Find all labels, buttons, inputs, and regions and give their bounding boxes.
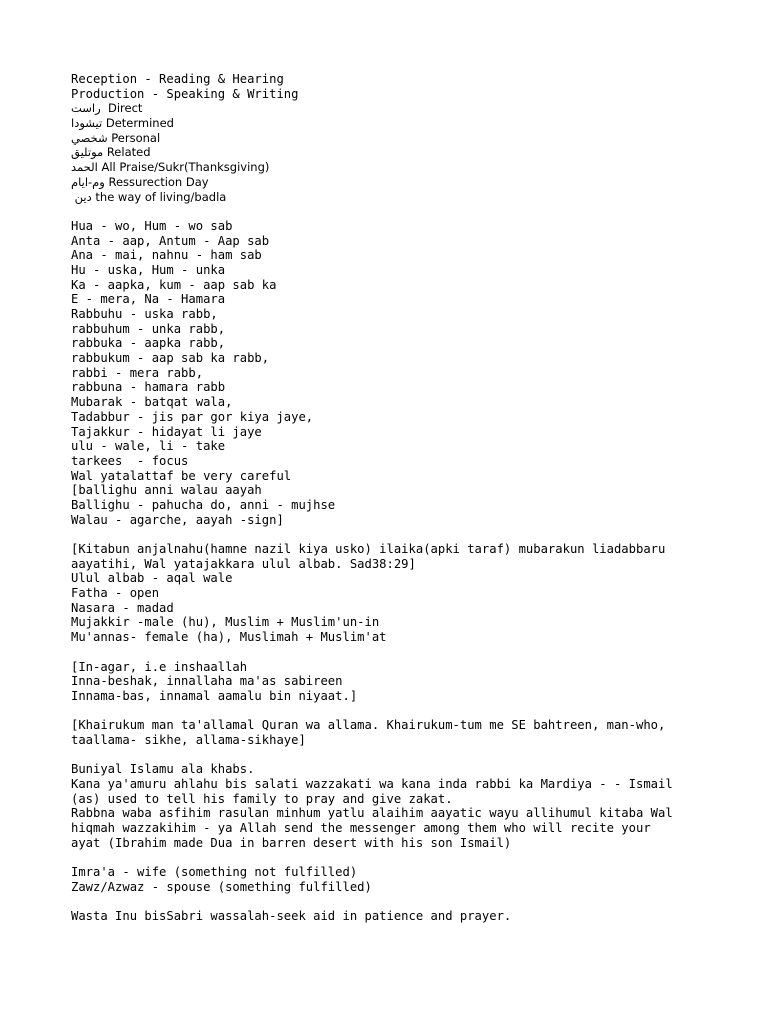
text-line: (as) used to tell his family to pray and give zakat. [71, 791, 453, 806]
paragraph-gap [71, 645, 721, 660]
ismail-block [71, 762, 721, 850]
text-line: Tadabbur - jis par gor kiya jaye, [71, 409, 314, 424]
text-line: Hua - wo, Hum - wo sab [71, 218, 233, 233]
text-line: Walau - agarche, aayah -sign] [71, 512, 284, 527]
text-line: Ana - mai, nahnu - ham sab [71, 248, 262, 263]
terms-block [71, 72, 721, 204]
text-line: تیشودا Determined [71, 116, 174, 131]
text-line: [Khairukum man ta'allamal Quran wa allama. Khairukum-tum me SE bahtreen, man-who, [71, 718, 666, 733]
text-line: Mu'annas- female (ha), Muslimah + Muslim'at [71, 630, 387, 645]
text-line: Imra'a - wife (something not fulfilled) [71, 865, 358, 880]
text-line: [Kitabun anjalnahu(hamne nazil kiya usko) ilaika(apki taraf) mubarakun liadabbaru [71, 542, 666, 556]
text-line: شخصي Personal [71, 130, 161, 145]
text-line: موتلیق Related [71, 145, 151, 160]
text-line: ulu - wale, li - take [71, 439, 226, 454]
paragraph-gap [71, 850, 721, 865]
text-line: Buniyal Islamu ala khabs. [71, 762, 255, 777]
text-line: الحمد All Praise/Sukr(Thanksgiving) [71, 160, 270, 175]
verse-block [71, 542, 721, 645]
text-line: hiqmah wazzakihim - ya Allah send the messenger among them who will recite your [71, 821, 651, 836]
paragraph-gap [71, 527, 721, 542]
text-line: Tajakkur - hidayat li jaye [71, 424, 262, 439]
text-line: rabbuka - aapka rabb, [71, 336, 226, 351]
text-line: rabbukum - aap sab ka rabb, [71, 351, 270, 366]
text-line: [ballighu anni walau aayah [71, 483, 262, 498]
hadith-block [71, 718, 721, 747]
text-line: Innama-bas, innamal aamalu bin niyaat.] [71, 688, 358, 703]
text-line: Reception - Reading & Hearing [71, 72, 284, 86]
pronouns-block [71, 219, 721, 527]
text-line: Inna-beshak, innallaha ma'as sabireen [71, 674, 343, 689]
text-line: [In-agar, i.e inshaallah [71, 659, 248, 674]
text-line: Anta - aap, Antum - Aap sab [71, 233, 270, 248]
text-line: Mubarak - batqat wala, [71, 395, 233, 410]
patience-block [71, 909, 721, 924]
text-line: Mujakkir -male (hu), Muslim + Muslim'un-in [71, 615, 380, 630]
text-line: Kana ya'amuru ahlahu bis salati wazzakati wa kana inda rabbi ka Mardiya - - Ismail [71, 777, 673, 791]
text-line: Ulul albab - aqal wale [71, 571, 233, 586]
text-line: Rabbna waba asfihim rasulan minhum yatlu alaihim aayatic wayu allihumul kitaba Wal [71, 806, 673, 821]
text-line: Wal yatalattaf be very careful [71, 468, 292, 483]
text-line: aayatihi, Wal yatajakkara ulul albab. Sad38:29] [71, 556, 416, 571]
text-line: Rabbuhu - uska rabb, [71, 307, 218, 321]
text-line: Nasara - madad [71, 600, 174, 615]
document-body [71, 72, 721, 924]
text-line: Wasta Inu bisSabri wassalah-seek aid in patience and prayer. [71, 909, 512, 924]
text-line: E - mera, Na - Hamara [71, 292, 226, 307]
text-line: Fatha - open [71, 586, 160, 601]
text-line: Production - Speaking & Writing [71, 86, 299, 101]
text-line: Hu - uska, Hum - unka [71, 262, 226, 277]
inna-block [71, 660, 721, 704]
text-line: ayat (Ibrahim made Dua in barren desert with his son Ismail) [71, 835, 512, 850]
paragraph-gap [71, 204, 721, 219]
text-line: وم-ايام Ressurection Day [71, 174, 209, 189]
text-line: Ka - aapka, kum - aap sab ka [71, 277, 277, 292]
spouse-block [71, 865, 721, 894]
text-line: دين the way of living/badla [71, 189, 227, 204]
paragraph-gap [71, 704, 721, 719]
text-line: rabbuna - hamara rabb [71, 380, 226, 395]
text-line: tarkees - focus [71, 453, 189, 468]
text-line: rabbuhum - unka rabb, [71, 321, 226, 336]
paragraph-gap [71, 748, 721, 763]
text-line: Zawz/Azwaz - spouse (something fulfilled) [71, 879, 372, 894]
text-line: rabbi - mera rabb, [71, 365, 204, 380]
text-line: راست Direct [71, 101, 143, 116]
paragraph-gap [71, 895, 721, 910]
text-line: Ballighu - pahucha do, anni - mujhse [71, 497, 336, 512]
text-line: taallama- sikhe, allama-sikhaye] [71, 732, 306, 747]
